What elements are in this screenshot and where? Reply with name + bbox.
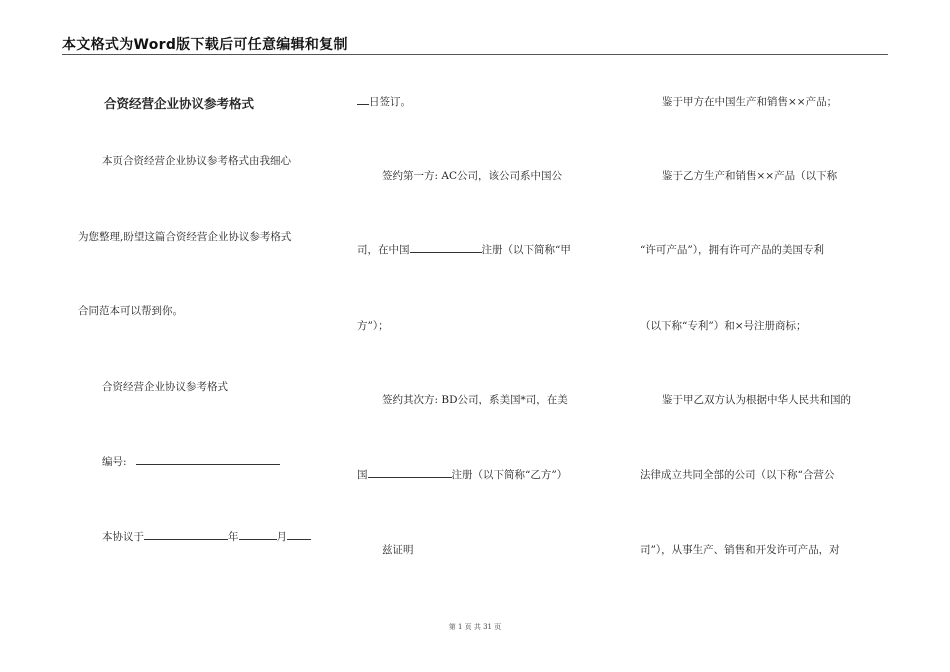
party-b-registration: 注册（以下简称“乙方”） bbox=[451, 469, 568, 481]
recital-3-line-2: 法律成立共同全部的公司（以下称“合营公 bbox=[640, 469, 835, 481]
witness-line: 兹证明 bbox=[382, 544, 414, 556]
recital-2-line-3: （以下称“专利”）和×号注册商标； bbox=[640, 320, 807, 332]
page-footer: 第 1 页 共 31 页 bbox=[448, 623, 502, 631]
party-a-registration: 注册（以下简称“甲 bbox=[481, 244, 571, 256]
header-title: 本文格式为Word版下载后可任意编辑和复制 bbox=[62, 37, 348, 53]
intro-line-3: 合同范本可以帮到你。 bbox=[78, 305, 183, 317]
intro-line-1: 本页合资经营企业协议参考格式由我细心 bbox=[102, 155, 291, 167]
date-year-blank bbox=[239, 530, 277, 540]
party-a-line-1: 签约第一方: AC公司，该公司系中国公 bbox=[382, 170, 562, 182]
party-a-country: 司，在中国 bbox=[357, 244, 410, 256]
party-b-registration-blank bbox=[368, 468, 452, 478]
agreement-subtitle: 合资经营企业协议参考格式 bbox=[102, 381, 228, 393]
page-header bbox=[62, 34, 888, 55]
contract-number-label: 编号: bbox=[102, 456, 127, 468]
date-day-blank bbox=[144, 530, 228, 540]
intro-line-2: 为您整理,盼望这篇合资经营企业协议参考格式 bbox=[78, 231, 292, 243]
date-continuation-blank bbox=[357, 95, 369, 105]
date-year-label: 年 bbox=[228, 531, 239, 543]
date-continuation: 日签订。 bbox=[369, 96, 411, 108]
party-a-line-3: 方”）； bbox=[357, 320, 389, 332]
recital-2-line-1: 鉴于乙方生产和销售××产品（以下称 bbox=[662, 170, 838, 182]
date-month-label: 月 bbox=[276, 531, 287, 543]
recital-3-line-3: 司”），从事生产、销售和开发许可产品，对 bbox=[640, 544, 840, 556]
party-a-line-2 bbox=[357, 242, 571, 257]
party-b-line-2 bbox=[357, 467, 567, 482]
recital-3-line-1: 鉴于甲乙双方认为根据中华人民共和国的 bbox=[662, 394, 851, 406]
date-prefix: 本协议于 bbox=[102, 531, 144, 543]
document-title: 合资经营企业协议参考格式 bbox=[104, 96, 255, 111]
date-month-blank bbox=[287, 530, 311, 540]
date-continuation-line bbox=[357, 94, 411, 109]
recital-2-line-2: “许可产品”），拥有许可产品的美国专利 bbox=[640, 244, 824, 256]
contract-number-line bbox=[102, 454, 280, 469]
party-a-registration-blank bbox=[410, 243, 482, 253]
contract-number-blank bbox=[136, 455, 280, 465]
agreement-date-line bbox=[102, 529, 311, 544]
party-b-line-1: 签约其次方: BD公司，系美国*司，在美 bbox=[382, 394, 568, 406]
recital-1: 鉴于甲方在中国生产和销售××产品； bbox=[662, 96, 838, 108]
party-b-country: 国 bbox=[357, 469, 368, 481]
